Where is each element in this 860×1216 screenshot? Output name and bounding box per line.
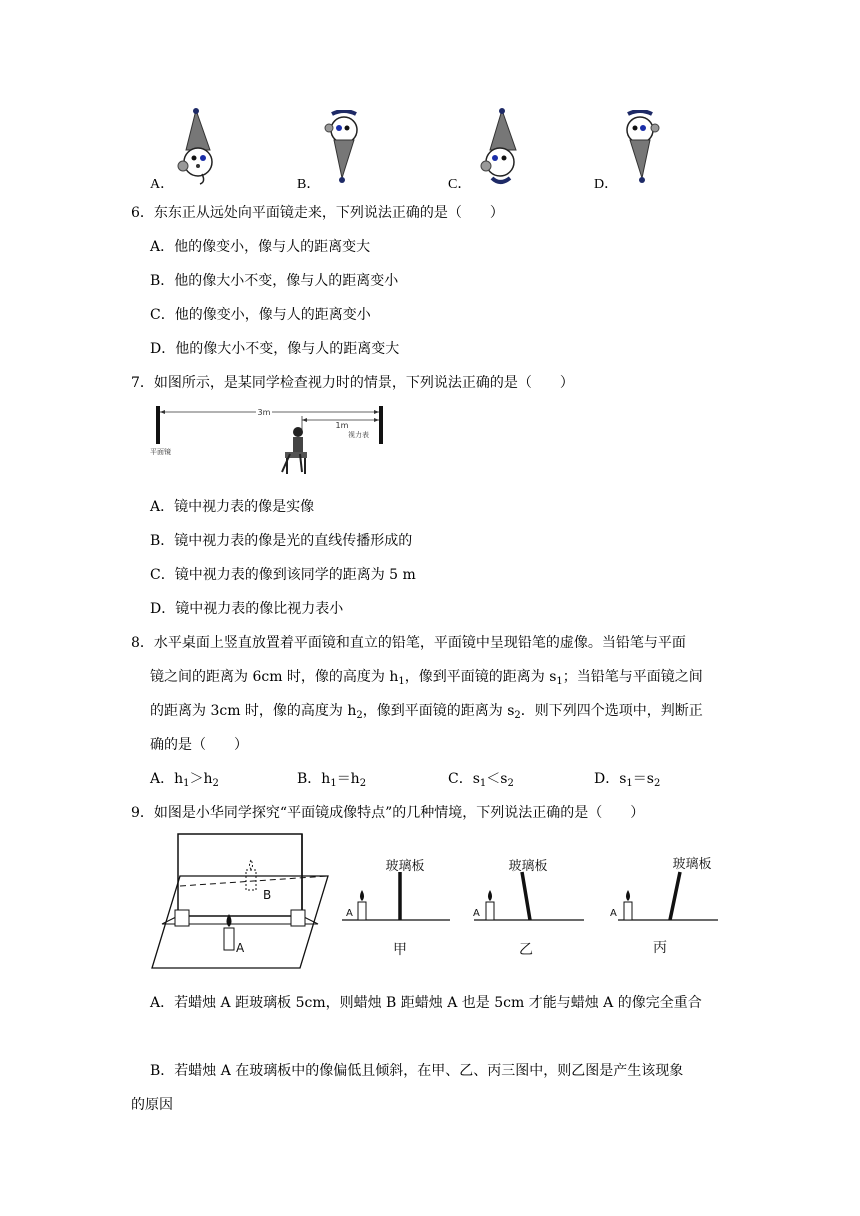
q5-option-a-label[interactable]: A． xyxy=(150,177,175,192)
q8-sub: 2 xyxy=(514,710,521,721)
q9-candle-b-label: B xyxy=(263,888,272,902)
q9-jia-label: 甲 xyxy=(393,942,407,958)
q8-option-d[interactable] xyxy=(594,768,660,789)
q8-b-op: ＝h xyxy=(336,771,360,787)
q9-option-a[interactable]: A．若蜡烛 A 距玻璃板 5cm，则蜡烛 B 距蜡烛 A 也是 5cm 才能与蜡烛 A 的像完全重合 xyxy=(150,995,702,1011)
q5-option-b-label[interactable]: B． xyxy=(297,177,321,192)
q8-b-sub: 1 xyxy=(330,778,337,789)
q8-b-text: B．h xyxy=(297,771,331,787)
q6-stem: 6．东东正从远处向平面镜走来，下列说法正确的是（ ） xyxy=(131,205,504,221)
q9-option-b-line-1[interactable]: B．若蜡烛 A 在玻璃板中的像偏低且倾斜，在甲、乙、丙三图中，则乙图是产生该现象 xyxy=(150,1063,684,1079)
q8-text: 的距离为 3cm 时，像的高度为 h xyxy=(150,703,357,719)
q8-stem-line-4: 确的是（ ） xyxy=(150,737,248,753)
q5-option-d-label[interactable]: D． xyxy=(594,177,619,192)
q7-dist-3m: 3m xyxy=(257,408,271,417)
q9-bing-label: 丙 xyxy=(653,940,667,956)
q7-figure xyxy=(150,402,400,480)
q9-candle-a-label: A xyxy=(236,941,245,955)
q8-d-op: ＝s xyxy=(632,771,654,787)
q8-stem-line-3 xyxy=(150,700,703,721)
q8-option-b[interactable] xyxy=(297,768,366,789)
q5-figure-d xyxy=(620,110,666,186)
q8-d-sub: 1 xyxy=(626,778,633,789)
q8-sub: 2 xyxy=(356,710,363,721)
q7-option-a[interactable]: A．镜中视力表的像是实像 xyxy=(150,499,315,515)
q8-c-text: C．s xyxy=(448,771,480,787)
q8-a-text: A．h xyxy=(150,771,184,787)
q7-dist-1m: 1m xyxy=(335,421,349,430)
q8-d-sub: 2 xyxy=(653,778,661,789)
q8-option-c[interactable] xyxy=(448,768,514,789)
q6-option-c[interactable]: C．他的像变小，像与人的距离变小 xyxy=(150,307,371,323)
q7-option-c[interactable]: C．镜中视力表的像到该同学的距离为 5 m xyxy=(150,567,416,583)
q9-bing-candle-label: A xyxy=(610,908,617,919)
q6-option-d[interactable]: D．他的像大小不变，像与人的距离变大 xyxy=(150,341,400,357)
q8-text: ．则下列四个选项中，判断正 xyxy=(520,703,703,719)
q9-jia-glass-label: 玻璃板 xyxy=(385,859,425,874)
q8-c-sub: 1 xyxy=(479,778,487,789)
q9-yi-candle-label: A xyxy=(473,908,480,919)
q9-stem: 9．如图是小华同学探究“平面镜成像特点”的几种情境，下列说法正确的是（ ） xyxy=(131,805,645,821)
q8-a-sub: 1 xyxy=(183,778,190,789)
q8-stem-line-1: 8．水平桌面上竖直放置着平面镜和直立的铅笔，平面镜中呈现铅笔的虚像。当铅笔与平面 xyxy=(131,635,686,651)
q8-d-text: D．s xyxy=(594,771,627,787)
q8-c-sub: 2 xyxy=(507,778,514,789)
q6-option-b[interactable]: B．他的像大小不变，像与人的距离变小 xyxy=(150,273,399,289)
q8-sub: 1 xyxy=(556,676,563,687)
q7-chart-label: 视力表 xyxy=(348,431,369,439)
q8-text: ；当铅笔与平面镜之间 xyxy=(562,669,703,685)
q8-c-op: ＜s xyxy=(486,771,508,787)
q8-stem-line-2 xyxy=(150,666,703,687)
q5-figure-b xyxy=(324,110,364,186)
q8-a-sub: 2 xyxy=(212,778,219,789)
q9-figure xyxy=(150,832,730,974)
q9-yi-glass-label: 玻璃板 xyxy=(508,859,548,874)
q7-option-b[interactable]: B．镜中视力表的像是光的直线传播形成的 xyxy=(150,533,413,549)
q5-option-c-label[interactable]: C． xyxy=(448,177,472,192)
q8-sub: 1 xyxy=(398,676,405,687)
q8-option-a[interactable] xyxy=(150,768,219,789)
q8-b-sub: 2 xyxy=(359,778,367,789)
q8-text: ，像到平面镜的距离为 s xyxy=(404,669,557,685)
q9-yi-label: 乙 xyxy=(519,942,533,958)
q8-a-op: ＞h xyxy=(189,771,213,787)
q9-option-b-line-2[interactable]: 的原因 xyxy=(131,1097,173,1113)
q7-stem: 7．如图所示，是某同学检查视力时的情景，下列说法正确的是（ ） xyxy=(131,375,574,391)
q5-figure-a xyxy=(176,108,226,186)
q7-option-d[interactable]: D．镜中视力表的像比视力表小 xyxy=(150,601,344,617)
q5-figure-c xyxy=(476,108,526,186)
q6-option-a[interactable]: A．他的像变小，像与人的距离变大 xyxy=(150,239,371,255)
q8-text: ，像到平面镜的距离为 s xyxy=(362,703,515,719)
q8-text: 镜之间的距离为 6cm 时，像的高度为 h xyxy=(150,669,399,685)
q7-mirror-label: 平面镜 xyxy=(150,448,171,456)
q9-jia-candle-label: A xyxy=(346,908,353,919)
q9-bing-glass-label: 玻璃板 xyxy=(672,857,712,872)
